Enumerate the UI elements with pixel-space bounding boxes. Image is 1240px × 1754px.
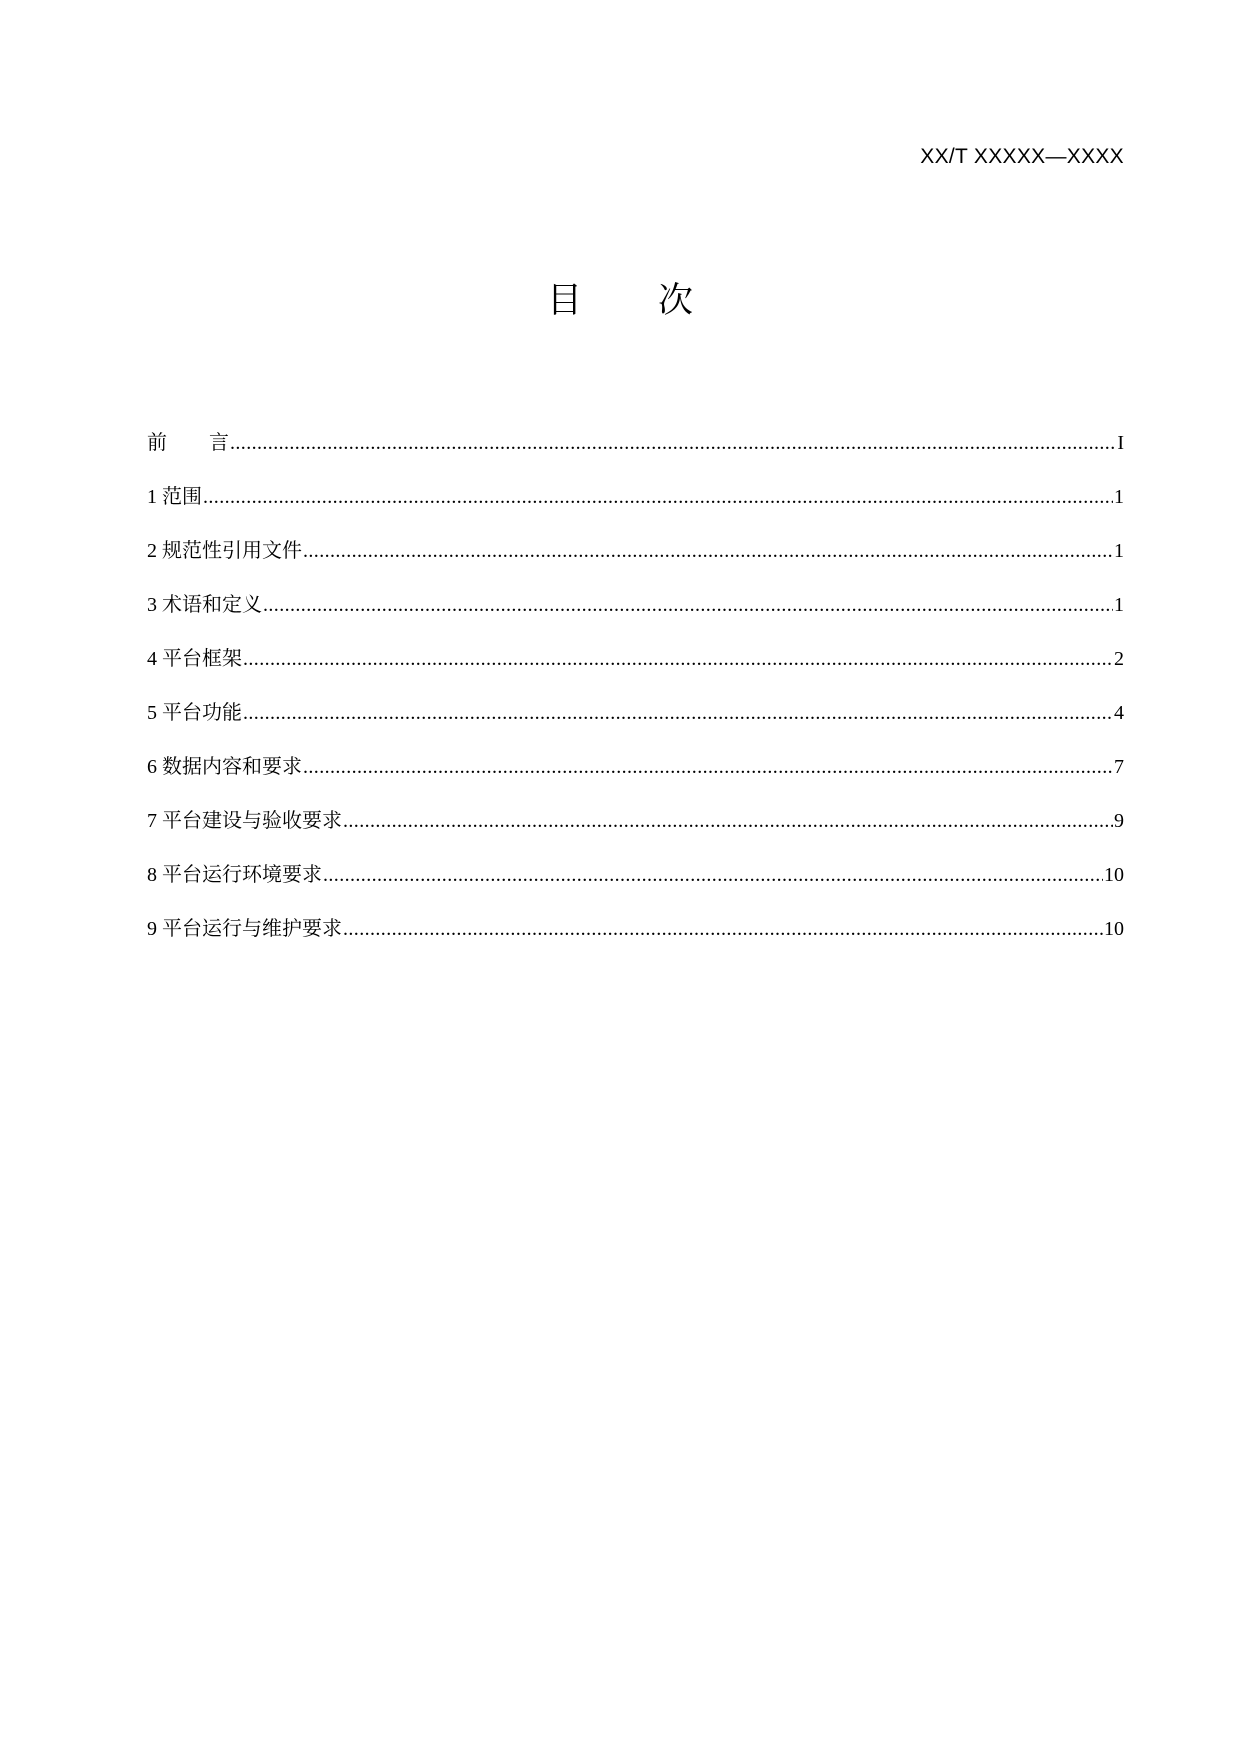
- toc-dot-leader: [303, 750, 1113, 780]
- toc-entry-operating-environment[interactable]: [147, 858, 1124, 912]
- toc-dot-leader: [303, 534, 1113, 564]
- toc-entry-page: 1: [1114, 486, 1124, 508]
- toc-dot-leader: [243, 642, 1113, 672]
- toc-entry-page: 10: [1104, 918, 1124, 940]
- toc-entry-page: 2: [1114, 648, 1124, 670]
- toc-entry-page: I: [1117, 432, 1124, 454]
- toc-entry-label: 1 范围: [147, 486, 202, 508]
- toc-entry-label: 6 数据内容和要求: [147, 756, 302, 778]
- toc-entry-scope[interactable]: [147, 480, 1124, 534]
- toc-dot-leader: [323, 858, 1103, 888]
- toc-title-char-2: 次: [658, 281, 694, 321]
- document-code: XX/T XXXXX—XXXX: [920, 145, 1124, 168]
- toc-entry-terms-definitions[interactable]: [147, 588, 1124, 642]
- toc-entry-label: 前 言: [147, 432, 229, 454]
- toc-entry-label: 3 术语和定义: [147, 594, 262, 616]
- toc-dot-leader: [203, 480, 1113, 510]
- toc-entry-page: 7: [1114, 756, 1124, 778]
- toc-dot-leader: [343, 804, 1113, 834]
- toc-dot-leader: [343, 912, 1103, 942]
- toc-entry-data-content[interactable]: [147, 750, 1124, 804]
- toc-entry-label: 4 平台框架: [147, 648, 242, 670]
- toc-entry-normative-references[interactable]: [147, 534, 1124, 588]
- toc-title: [0, 276, 1240, 326]
- toc-entry-foreword[interactable]: [147, 426, 1124, 480]
- toc-entry-construction-acceptance[interactable]: [147, 804, 1124, 858]
- toc-entry-page: 1: [1114, 540, 1124, 562]
- toc-entry-page: 1: [1114, 594, 1124, 616]
- toc-entry-page: 9: [1114, 810, 1124, 832]
- toc-entry-page: 10: [1104, 864, 1124, 886]
- toc-dot-leader: [230, 426, 1116, 456]
- toc-entry-label: 8 平台运行环境要求: [147, 864, 322, 886]
- table-of-contents: [147, 426, 1124, 966]
- toc-dot-leader: [243, 696, 1113, 726]
- toc-dot-leader: [263, 588, 1113, 618]
- toc-entry-label: 9 平台运行与维护要求: [147, 918, 342, 940]
- toc-entry-platform-framework[interactable]: [147, 642, 1124, 696]
- toc-entry-label: 7 平台建设与验收要求: [147, 810, 342, 832]
- toc-entry-operation-maintenance[interactable]: [147, 912, 1124, 966]
- toc-entry-label: 2 规范性引用文件: [147, 540, 302, 562]
- toc-entry-page: 4: [1114, 702, 1124, 724]
- toc-title-char-1: 目: [546, 281, 582, 321]
- toc-entry-platform-functions[interactable]: [147, 696, 1124, 750]
- toc-entry-label: 5 平台功能: [147, 702, 242, 724]
